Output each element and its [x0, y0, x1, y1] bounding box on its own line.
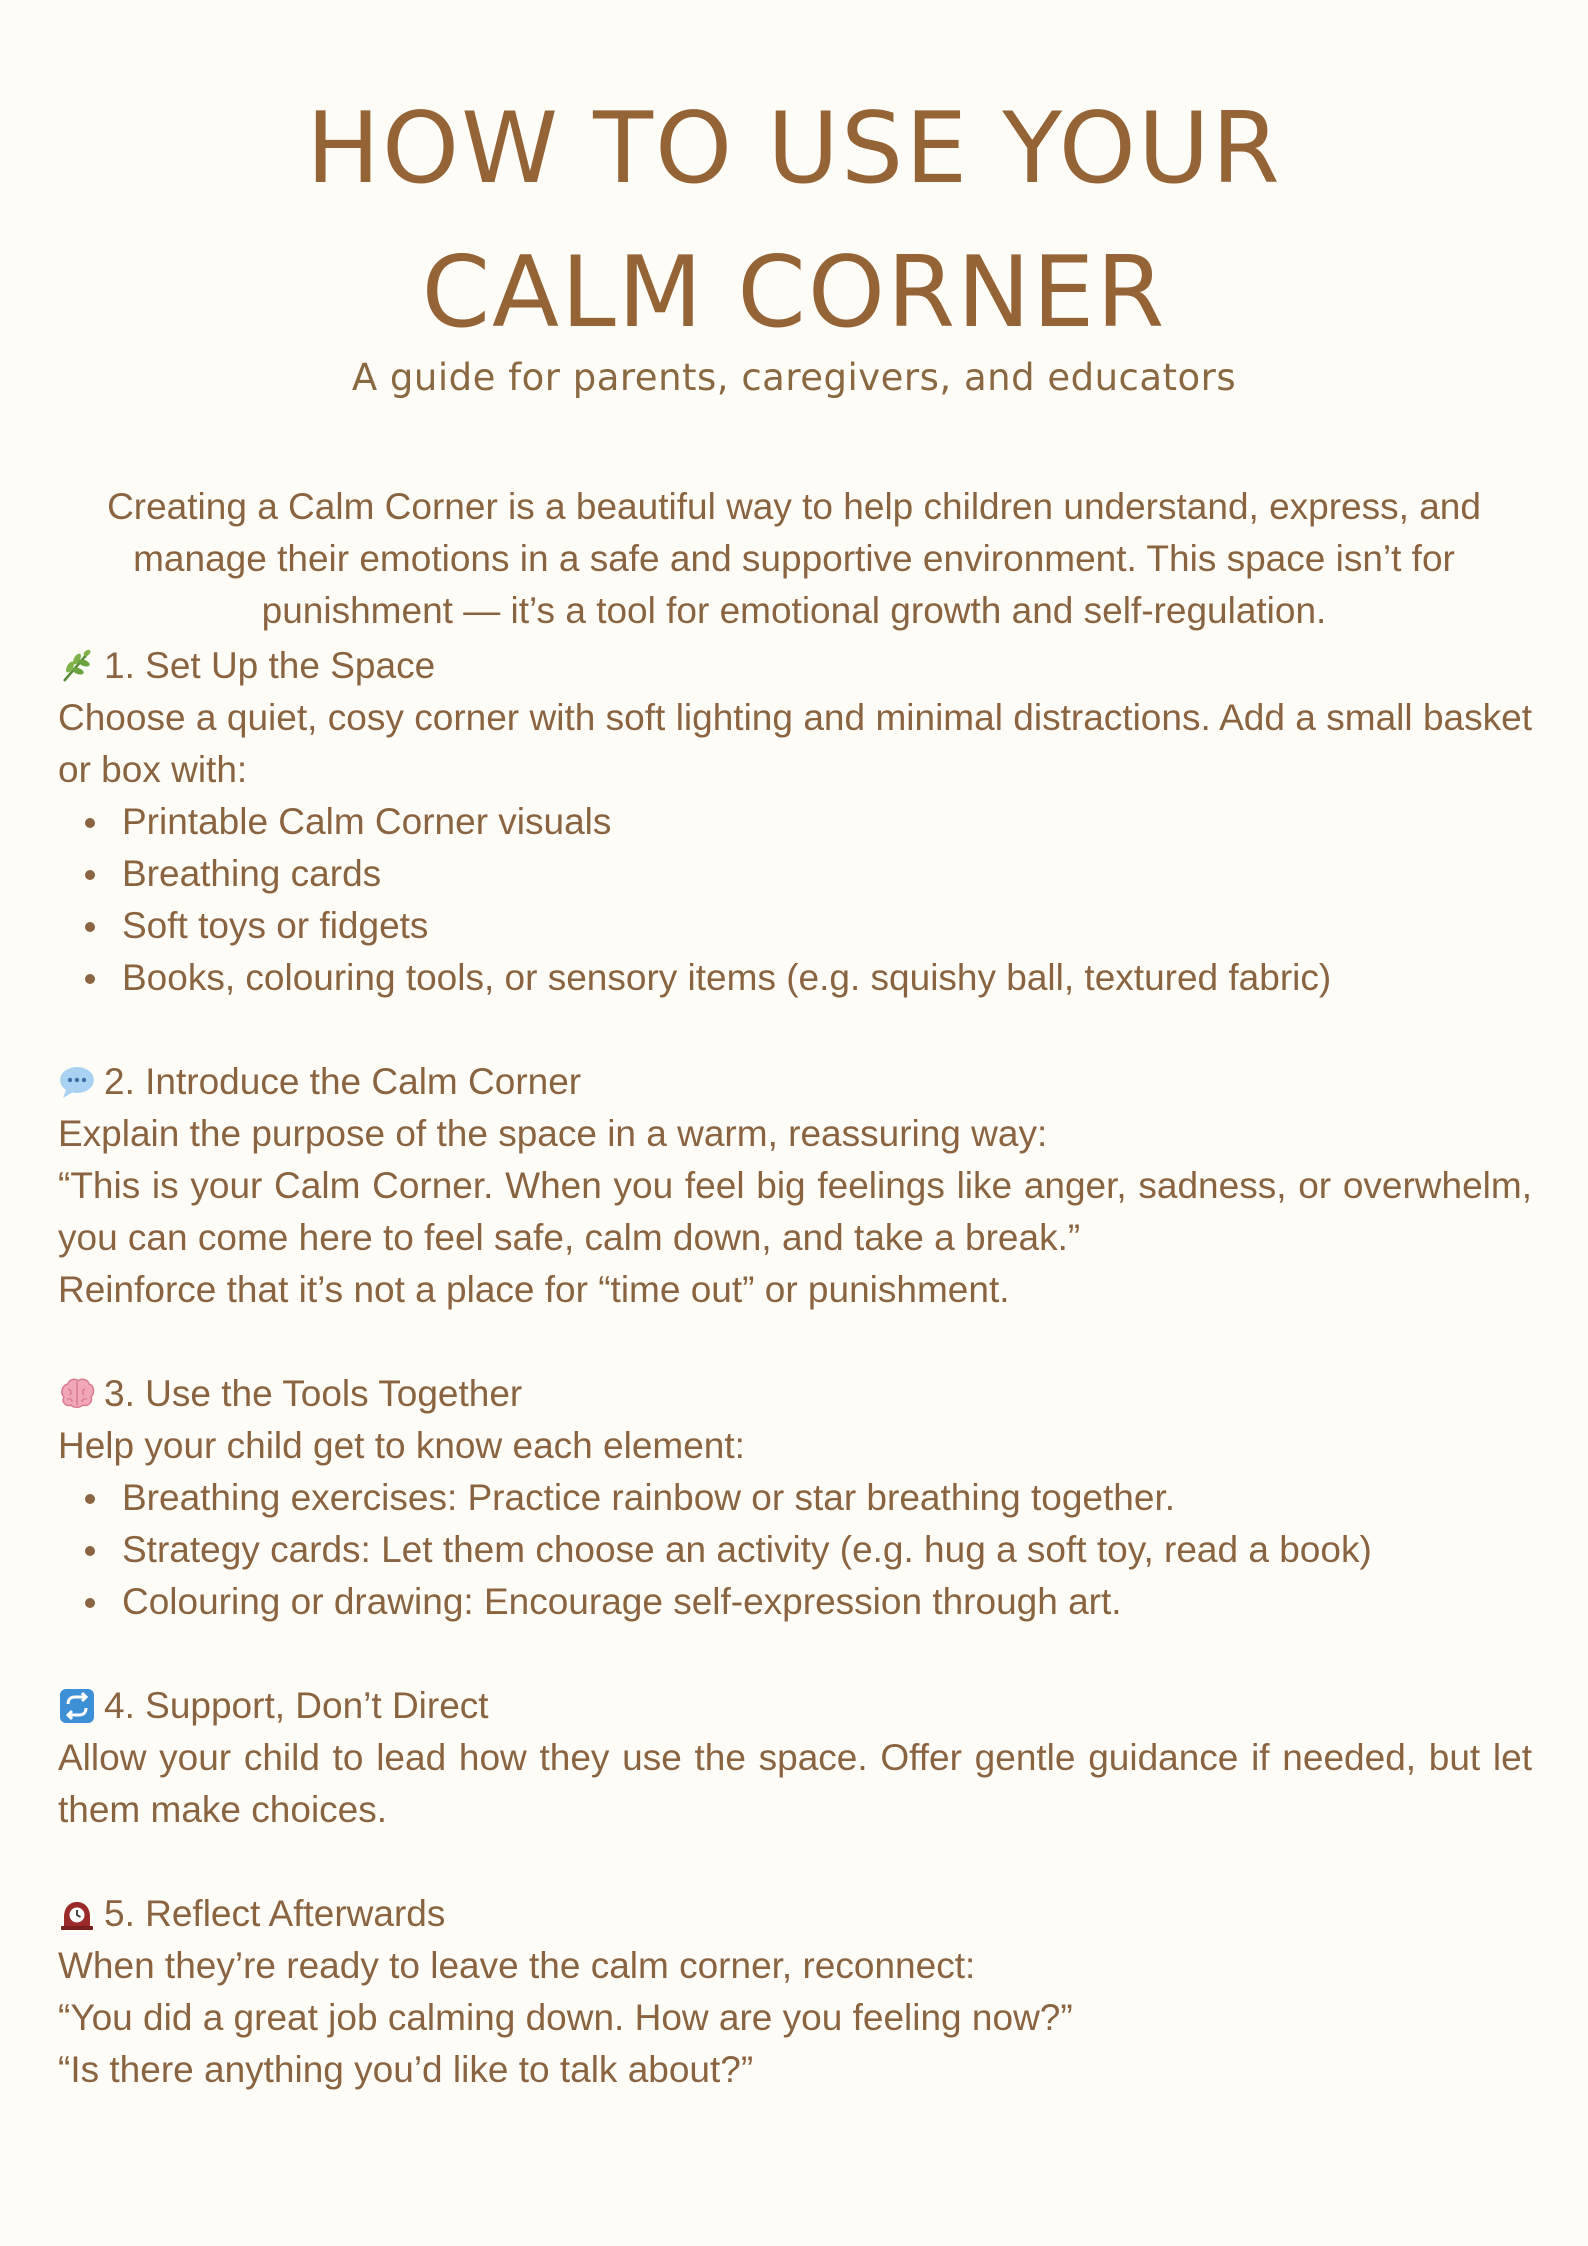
title-line-1: HOW TO USE YOUR: [306, 92, 1282, 206]
herb-icon: [58, 647, 96, 685]
mantelpiece-clock-icon: [58, 1895, 96, 1933]
list-item: Breathing exercises: Practice rainbow or star breathing together.: [58, 1472, 1532, 1524]
section-text: Help your child get to know each element:: [58, 1425, 745, 1466]
title-line-2: CALM CORNER: [421, 236, 1167, 350]
section-introduce: [58, 1056, 1532, 1316]
section-text: When they’re ready to leave the calm corner, reconnect:: [58, 1945, 976, 1986]
section-heading: [58, 1056, 1532, 1108]
list-item: Strategy cards: Let them choose an activity (e.g. hug a soft toy, read a book): [58, 1524, 1532, 1576]
section-text: Allow your child to lead how they use the space. Offer gentle guidance if needed, but let them make choices.: [58, 1737, 1532, 1830]
intro-paragraph: Creating a Calm Corner is a beautiful way to help children understand, express, and manage their emotions in a safe and supportive environment. This space isn’t for punishment — it’s a tool for emotional growth and self-regulation.: [107, 486, 1481, 631]
section-text: Reinforce that it’s not a place for “time out” or punishment.: [58, 1269, 1010, 1310]
guide-content: [58, 640, 1532, 2148]
section-set-up-space: [58, 640, 1532, 1004]
brain-icon: [58, 1375, 96, 1413]
section-title: 4. Support, Don’t Direct: [104, 1685, 489, 1726]
section-quote: “You did a great job calming down. How are you feeling now?”: [58, 1997, 1073, 2038]
repeat-arrows-icon: [58, 1687, 96, 1725]
list-item: Printable Calm Corner visuals: [58, 796, 1532, 848]
section-quote: “Is there anything you’d like to talk about?”: [58, 2049, 754, 2090]
list-item: Breathing cards: [58, 848, 1532, 900]
subtitle: A guide for parents, caregivers, and educators: [351, 356, 1237, 399]
section-title: 5. Reflect Afterwards: [104, 1893, 446, 1934]
list-item: Books, colouring tools, or sensory items (e.g. squishy ball, textured fabric): [58, 952, 1532, 1004]
section-title: 3. Use the Tools Together: [104, 1373, 523, 1414]
section-reflect: [58, 1888, 1532, 2096]
section-support: [58, 1680, 1532, 1836]
section-title: 2. Introduce the Calm Corner: [104, 1061, 582, 1102]
list-item: Colouring or drawing: Encourage self-expression through art.: [58, 1576, 1532, 1628]
section-title: 1. Set Up the Space: [104, 645, 436, 686]
section-quote: “This is your Calm Corner. When you feel big feelings like anger, sadness, or overwhelm, you can come here to feel safe, calm down, and take a break.”: [58, 1165, 1532, 1258]
section-text: Choose a quiet, cosy corner with soft lighting and minimal distractions. Add a small basket or box with:: [58, 697, 1532, 790]
section-heading: [58, 1368, 1532, 1420]
section-heading: [58, 640, 1532, 692]
bullet-list: [58, 1472, 1532, 1628]
section-use-tools: [58, 1368, 1532, 1628]
section-heading: [58, 1888, 1532, 1940]
speech-bubble-icon: [58, 1063, 96, 1101]
section-heading: [58, 1680, 1532, 1732]
list-item: Soft toys or fidgets: [58, 900, 1532, 952]
bullet-list: [58, 796, 1532, 1004]
section-text: Explain the purpose of the space in a warm, reassuring way:: [58, 1113, 1048, 1154]
